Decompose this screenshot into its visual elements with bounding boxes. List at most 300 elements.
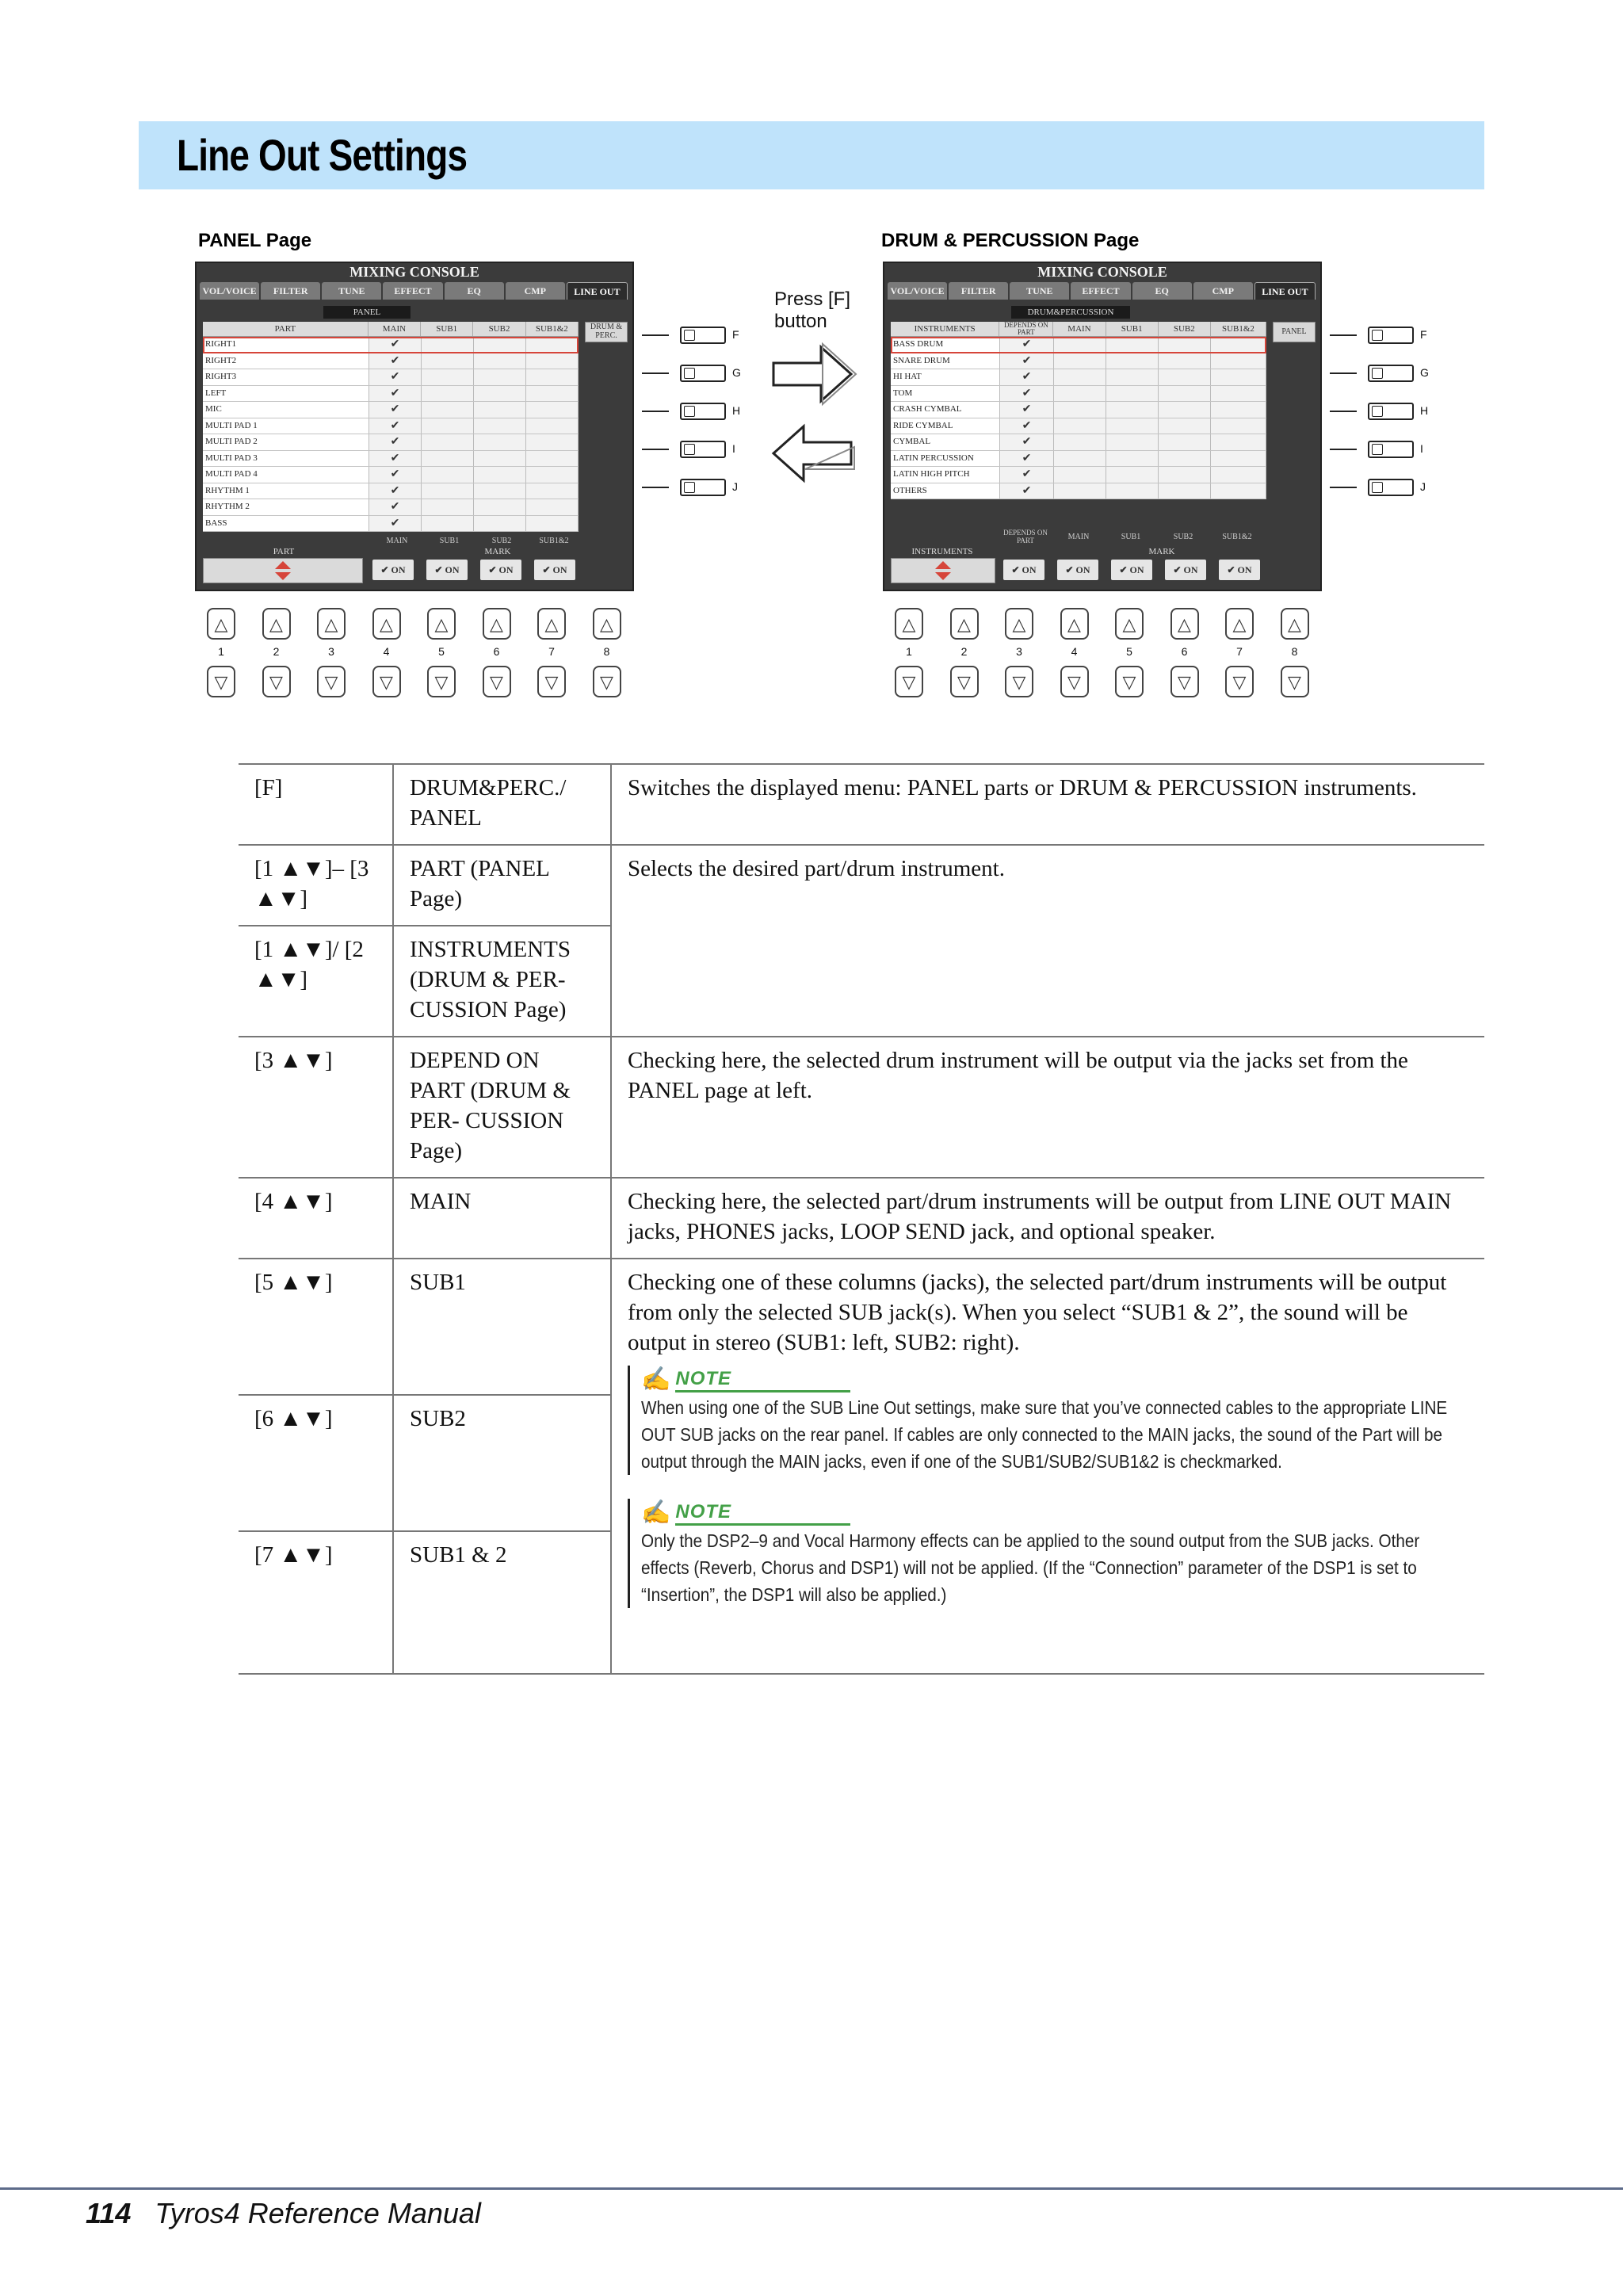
grid-cell	[1054, 434, 1106, 450]
grid-row[interactable]	[203, 483, 579, 500]
grid-row[interactable]	[203, 434, 579, 451]
screen-tabs	[888, 282, 1317, 300]
row-label: RHYTHM 2	[203, 499, 369, 515]
button-number-label: 2	[273, 645, 280, 658]
connector-line	[642, 449, 669, 450]
column-header-sub1: SUB1	[1106, 322, 1159, 336]
side-button-i[interactable]	[680, 441, 726, 458]
grid-cell	[422, 516, 474, 532]
bottom-label: DEPENDS ON PART	[1003, 529, 1048, 544]
row-label: MIC	[203, 402, 369, 418]
grid-cell	[1054, 369, 1106, 385]
panel-page-screen	[195, 262, 634, 591]
grid-cell	[1054, 483, 1106, 499]
side-button-i[interactable]	[1368, 441, 1414, 458]
grid-row[interactable]	[891, 353, 1266, 370]
description-cell: Switches the displayed menu: PANEL parts or DRUM & PERCUSSION instruments.	[611, 764, 1484, 845]
note-title: NOTE	[675, 1368, 850, 1392]
name-cell: SUB2	[393, 1395, 611, 1531]
checkmark-icon: ✔	[369, 353, 422, 369]
grid-cell	[1106, 386, 1159, 402]
table-row	[239, 1259, 1484, 1395]
tab-vol-voice[interactable]: VOL/VOICE	[888, 282, 947, 300]
grid-cell	[1054, 402, 1106, 418]
up-down-arrows-icon	[892, 559, 995, 583]
instruments-selector-label: INSTRUMENTS	[911, 547, 973, 556]
button-5-up[interactable]: △	[427, 608, 456, 640]
grid-cell	[526, 369, 579, 385]
pencil-note-icon: ✍	[641, 1499, 671, 1526]
row-label: MULTI PAD 3	[203, 451, 369, 467]
button-8-down[interactable]: ▽	[593, 666, 621, 697]
screen-title: MIXING CONSOLE	[349, 264, 479, 280]
panel-switch-button[interactable]: PANEL	[1273, 322, 1316, 342]
tab-tune[interactable]: TUNE	[1010, 282, 1069, 300]
button-2-down[interactable]: ▽	[950, 666, 979, 697]
button-8-up[interactable]: △	[1281, 608, 1309, 640]
grid-row[interactable]	[891, 337, 1266, 353]
row-label: BASS DRUM	[891, 337, 1000, 353]
grid-row[interactable]	[203, 402, 579, 418]
grid-cell	[474, 337, 526, 353]
grid-cell	[526, 483, 579, 499]
button-number-label: 3	[328, 645, 334, 658]
row-label: MULTI PAD 1	[203, 418, 369, 434]
button-3-down[interactable]: ▽	[317, 666, 346, 697]
tab-cmp[interactable]: CMP	[1193, 282, 1253, 300]
row-label: LATIN HIGH PITCH	[891, 467, 1000, 483]
bottom-label: SUB2	[491, 537, 512, 545]
row-label: TOM	[891, 386, 1000, 402]
grid-cell	[1211, 369, 1266, 385]
grid-row[interactable]	[891, 386, 1266, 403]
button-cell: [5 ▲▼]	[239, 1259, 393, 1395]
section-title: Line Out Settings	[177, 130, 468, 180]
note-header	[641, 1499, 1468, 1527]
button-number-label: 3	[1016, 645, 1022, 658]
grid-row[interactable]	[891, 467, 1266, 483]
grid-cell	[1159, 402, 1211, 418]
part-grid	[203, 337, 579, 532]
row-label: LATIN PERCUSSION	[891, 451, 1000, 467]
grid-row[interactable]	[203, 467, 579, 483]
button-cell: [3 ▲▼]	[239, 1037, 393, 1178]
side-button-j[interactable]	[1368, 479, 1414, 496]
left-arrow-icon	[766, 420, 857, 487]
side-button-label: H	[1420, 404, 1429, 417]
grid-row[interactable]	[203, 516, 579, 533]
depends-on-part-on-button[interactable]: ✔ ON	[1003, 560, 1044, 580]
button-4-down[interactable]: ▽	[1060, 666, 1089, 697]
sub2-on-button[interactable]: ✔ ON	[1165, 560, 1206, 580]
grid-cell	[474, 353, 526, 369]
button-7-up[interactable]: △	[1225, 608, 1254, 640]
grid-cell	[1054, 337, 1106, 353]
grid-cell	[1211, 451, 1266, 467]
side-button-h[interactable]	[680, 403, 726, 420]
grid-cell	[1211, 337, 1266, 353]
button-2-down[interactable]: ▽	[262, 666, 291, 697]
button-3-up[interactable]: △	[1005, 608, 1033, 640]
row-label: OTHERS	[891, 483, 1000, 499]
checkmark-icon: ✔	[369, 418, 422, 434]
checkmark-icon: ✔	[1000, 402, 1054, 418]
up-down-arrows-icon	[204, 559, 362, 583]
sub1-2-on-button[interactable]: ✔ ON	[1219, 560, 1260, 580]
checkmark-icon: ✔	[1000, 434, 1054, 450]
button-number-label: 1	[218, 645, 224, 658]
grid-cell	[1106, 402, 1159, 418]
side-button-label: I	[732, 442, 735, 455]
grid-cell	[1106, 418, 1159, 434]
footer-rule	[0, 2187, 1623, 2190]
row-label: SNARE DRUM	[891, 353, 1000, 369]
sub1-on-button[interactable]: ✔ ON	[1111, 560, 1152, 580]
button-1-up[interactable]: △	[895, 608, 923, 640]
button-number-label: 2	[960, 645, 968, 658]
side-button-label: G	[732, 366, 741, 379]
grid-cell	[1054, 451, 1106, 467]
grid-cell	[1211, 418, 1266, 434]
checkmark-icon: ✔	[369, 467, 422, 483]
grid-cell	[1211, 483, 1266, 499]
button-6-up[interactable]: △	[483, 608, 511, 640]
parameter-table	[239, 763, 1484, 1675]
table-row	[239, 1037, 1484, 1178]
tab-tune[interactable]: TUNE	[322, 282, 381, 300]
checkmark-icon: ✔	[1000, 467, 1054, 483]
button-number-label: 5	[1126, 645, 1132, 658]
grid-row[interactable]	[203, 353, 579, 370]
button-3-down[interactable]: ▽	[1005, 666, 1033, 697]
description-cell: Checking here, the selected part/drum instruments will be output from LINE OUT MAIN jacks, PHONES jacks, LOOP SEND jack, and optional speaker.	[611, 1178, 1484, 1259]
checkmark-icon: ✔	[1000, 369, 1054, 385]
button-6-down[interactable]: ▽	[1170, 666, 1199, 697]
button-4-up[interactable]: △	[1060, 608, 1089, 640]
grid-row[interactable]	[203, 386, 579, 403]
grid-row[interactable]	[891, 418, 1266, 435]
button-7-down[interactable]: ▽	[1225, 666, 1254, 697]
sub2-on-button[interactable]: ✔ ON	[480, 560, 521, 580]
grid-cell	[422, 434, 474, 450]
grid-cell	[422, 483, 474, 499]
column-header-depends-on-part: DEPENDS ON PART	[999, 322, 1053, 336]
name-cell: DEPEND ON PART (DRUM & PER- CUSSION Page)	[393, 1037, 611, 1178]
row-label: RIGHT3	[203, 369, 369, 385]
checkmark-icon: ✔	[369, 499, 422, 515]
note-title: NOTE	[675, 1501, 850, 1526]
column-header-sub1: SUB1	[421, 322, 473, 336]
column-header-main: MAIN	[369, 322, 421, 336]
grid-row[interactable]	[891, 451, 1266, 468]
column-header-main: MAIN	[1053, 322, 1106, 336]
checkmark-icon: ✔	[369, 369, 422, 385]
bottom-column-labels	[999, 529, 1268, 546]
grid-cell	[474, 451, 526, 467]
connector-line	[1330, 487, 1357, 488]
checkmark-icon: ✔	[1000, 353, 1054, 369]
grid-cell	[1159, 353, 1211, 369]
row-label: RHYTHM 1	[203, 483, 369, 499]
grid-cell	[474, 402, 526, 418]
grid-cell	[474, 483, 526, 499]
grid-cell	[526, 516, 579, 532]
side-button-label: J	[732, 480, 738, 493]
button-number-label: 8	[1291, 645, 1298, 658]
screen-tabs	[200, 282, 629, 300]
tab-filter[interactable]: FILTER	[949, 282, 1008, 300]
checkmark-icon: ✔	[369, 483, 422, 499]
grid-cell	[1159, 337, 1211, 353]
row-label: MULTI PAD 4	[203, 467, 369, 483]
grid-cell	[474, 418, 526, 434]
button-cell: [7 ▲▼]	[239, 1531, 393, 1674]
grid-cell	[1211, 434, 1266, 450]
sub-output-description: Checking one of these columns (jacks), the selected part/drum instruments will be output from only the selected SUB jack(s). When you select “SUB1 & 2”, the sound will be output in stereo (SUB1: left, SUB2: right).	[628, 1270, 1447, 1355]
column-header-instruments: INSTRUMENTS	[891, 322, 999, 336]
drum-page-screen	[883, 262, 1322, 591]
note-header	[641, 1366, 1468, 1394]
button-8-up[interactable]: △	[593, 608, 621, 640]
grid-cell	[526, 337, 579, 353]
button-6-up[interactable]: △	[1170, 608, 1199, 640]
grid-cell	[1054, 353, 1106, 369]
grid-cell	[422, 467, 474, 483]
button-number-label: 6	[493, 645, 500, 658]
grid-cell	[422, 369, 474, 385]
row-label: HI HAT	[891, 369, 1000, 385]
grid-row[interactable]	[891, 483, 1266, 500]
connector-line	[642, 372, 669, 374]
button-number-label: 5	[438, 645, 445, 658]
connector-line	[642, 487, 669, 488]
side-button-label: H	[732, 404, 741, 417]
bottom-label: MAIN	[1067, 533, 1090, 541]
checkmark-icon: ✔	[369, 386, 422, 402]
button-1-up[interactable]: △	[207, 608, 235, 640]
grid-cell	[474, 516, 526, 532]
main-on-button[interactable]: ✔ ON	[1057, 560, 1098, 580]
column-header-sub2: SUB2	[1159, 322, 1211, 336]
button-number-label: 4	[383, 645, 390, 658]
row-label: RIGHT2	[203, 353, 369, 369]
button-cell: [F]	[239, 764, 393, 845]
side-button-label: I	[1420, 442, 1423, 455]
tab-eq[interactable]: EQ	[445, 282, 504, 300]
grid-cell	[526, 434, 579, 450]
grid-cell	[474, 386, 526, 402]
grid-cell	[1054, 386, 1106, 402]
grid-cell	[1106, 434, 1159, 450]
connector-line	[642, 411, 669, 412]
bottom-label: SUB1&2	[539, 537, 569, 545]
note-text: Only the DSP2–9 and Vocal Harmony effects can be applied to the sound output from the SUB jacks. Other effects (Reverb, Chorus and DSP1) will not be applied. (If the “Connection” parameter of the DSP1 is set to “Insertion”, the DSP1 will also be applied.)	[641, 1530, 1420, 1605]
button-number-label: 7	[1236, 645, 1243, 658]
row-label: CRASH CYMBAL	[891, 402, 1000, 418]
tab-effect[interactable]: EFFECT	[383, 282, 442, 300]
grid-cell	[1054, 467, 1106, 483]
grid-row[interactable]	[203, 418, 579, 435]
grid-cell	[1159, 418, 1211, 434]
note-box	[628, 1366, 1468, 1475]
grid-cell	[1159, 386, 1211, 402]
grid-header	[891, 322, 1266, 337]
name-cell: DRUM&PERC./ PANEL	[393, 764, 611, 845]
grid-cell	[1159, 467, 1211, 483]
footer	[86, 2197, 481, 2230]
grid-cell	[422, 337, 474, 353]
button-number-label: 7	[548, 645, 555, 658]
side-button-h[interactable]	[1368, 403, 1414, 420]
grid-row[interactable]	[203, 369, 579, 386]
bottom-column-labels	[371, 537, 585, 546]
instrument-selector[interactable]	[891, 558, 995, 583]
main-on-button[interactable]: ✔ ON	[372, 560, 414, 580]
bottom-label: SUB1	[439, 537, 460, 545]
grid-row[interactable]	[203, 451, 579, 468]
press-label-line2: button	[774, 311, 827, 332]
side-button-g[interactable]	[1368, 365, 1414, 382]
button-cell: [1 ▲▼]– [3 ▲▼]	[239, 845, 393, 926]
grid-cell	[526, 402, 579, 418]
button-4-up[interactable]: △	[372, 608, 401, 640]
column-header-sub2: SUB2	[473, 322, 525, 336]
row-label: BASS	[203, 516, 369, 532]
mark-label: MARK	[1148, 547, 1175, 556]
tab-line-out[interactable]: LINE OUT	[1254, 282, 1316, 300]
drum-perc-switch-button[interactable]: DRUM & PERC.	[585, 322, 628, 342]
sub1-on-button[interactable]: ✔ ON	[426, 560, 468, 580]
grid-row[interactable]	[203, 499, 579, 516]
side-button-g[interactable]	[680, 365, 726, 382]
button-2-up[interactable]: △	[262, 608, 291, 640]
name-cell: INSTRUMENTS (DRUM & PER- CUSSION Page)	[393, 926, 611, 1037]
column-header-part: PART	[203, 322, 369, 336]
button-number-label: 1	[906, 645, 912, 658]
grid-cell	[526, 467, 579, 483]
button-7-down[interactable]: ▽	[537, 666, 566, 697]
side-button-j[interactable]	[680, 479, 726, 496]
connector-line	[1330, 411, 1357, 412]
grid-cell	[1106, 451, 1159, 467]
side-button-f[interactable]	[680, 327, 726, 344]
checkmark-icon: ✔	[369, 451, 422, 467]
description-cell: Checking here, the selected drum instrument will be output via the jacks set from the PANEL page at left.	[611, 1037, 1484, 1178]
button-5-down[interactable]: ▽	[427, 666, 456, 697]
note-text: When using one of the SUB Line Out settings, make sure that you’ve connected cables to the appropriate LINE OUT SUB jacks on the rear panel. If cables are only connected to the MAIN jacks, the sound of the Part will be output through the MAIN jacks, even if one of the SUB1/SUB2/SUB1&2 is checkmarked.	[641, 1397, 1448, 1472]
row-label: LEFT	[203, 386, 369, 402]
button-6-down[interactable]: ▽	[483, 666, 511, 697]
connector-line	[1330, 372, 1357, 374]
tab-vol-voice[interactable]: VOL/VOICE	[200, 282, 259, 300]
button-8-down[interactable]: ▽	[1281, 666, 1309, 697]
side-button-label: G	[1420, 366, 1429, 379]
grid-cell	[526, 499, 579, 515]
row-label: RIDE CYMBAL	[891, 418, 1000, 434]
grid-row[interactable]	[891, 434, 1266, 451]
side-button-label: F	[732, 328, 739, 341]
button-4-down[interactable]: ▽	[372, 666, 401, 697]
checkmark-icon: ✔	[1000, 483, 1054, 499]
grid-cell	[422, 386, 474, 402]
checkmark-icon: ✔	[369, 337, 422, 353]
press-f-label	[774, 288, 850, 333]
grid-cell	[474, 369, 526, 385]
grid-cell	[1106, 337, 1159, 353]
button-5-down[interactable]: ▽	[1115, 666, 1144, 697]
grid-cell	[422, 418, 474, 434]
mark-label: MARK	[484, 547, 511, 556]
grid-cell	[1211, 402, 1266, 418]
grid-row[interactable]	[891, 402, 1266, 418]
connector-line	[1330, 449, 1357, 450]
name-cell: PART (PANEL Page)	[393, 845, 611, 926]
side-button-label: F	[1420, 328, 1427, 341]
button-number-label: 8	[603, 645, 610, 658]
side-button-f[interactable]	[1368, 327, 1414, 344]
page-number: 114	[86, 2197, 132, 2229]
button-1-down[interactable]: ▽	[207, 666, 235, 697]
sub1-2-on-button[interactable]: ✔ ON	[534, 560, 575, 580]
name-cell: MAIN	[393, 1178, 611, 1259]
note-box	[628, 1499, 1468, 1608]
panel-sub-header: PANEL	[323, 306, 411, 319]
checkmark-icon: ✔	[369, 402, 422, 418]
grid-cell	[474, 434, 526, 450]
grid-cell	[1159, 483, 1211, 499]
column-header-sub1-2: SUB1&2	[526, 322, 579, 336]
name-cell: SUB1	[393, 1259, 611, 1395]
side-button-label: J	[1420, 480, 1426, 493]
grid-cell	[422, 499, 474, 515]
table-row	[239, 1178, 1484, 1259]
button-2-up[interactable]: △	[950, 608, 979, 640]
grid-cell	[1211, 386, 1266, 402]
grid-cell	[1106, 467, 1159, 483]
bottom-label: MAIN	[386, 537, 408, 545]
table-row	[239, 764, 1484, 845]
tab-eq[interactable]: EQ	[1132, 282, 1192, 300]
tab-effect[interactable]: EFFECT	[1071, 282, 1130, 300]
part-selector-label: PART	[273, 547, 295, 556]
tab-cmp[interactable]: CMP	[506, 282, 565, 300]
drum-page-caption: DRUM & PERCUSSION Page	[881, 230, 1140, 251]
button-1-down[interactable]: ▽	[895, 666, 923, 697]
grid-cell	[1159, 434, 1211, 450]
table-row	[239, 845, 1484, 926]
grid-cell	[1106, 483, 1159, 499]
grid-row[interactable]	[203, 337, 579, 353]
grid-cell	[1106, 369, 1159, 385]
tab-line-out[interactable]: LINE OUT	[567, 282, 628, 300]
tab-filter[interactable]: FILTER	[261, 282, 320, 300]
button-cell: [4 ▲▼]	[239, 1178, 393, 1259]
part-selector[interactable]	[203, 558, 363, 583]
manual-title: Tyros4 Reference Manual	[155, 2197, 481, 2229]
row-label: CYMBAL	[891, 434, 1000, 450]
grid-cell	[526, 451, 579, 467]
button-5-up[interactable]: △	[1115, 608, 1144, 640]
button-7-up[interactable]: △	[537, 608, 566, 640]
grid-cell	[526, 418, 579, 434]
press-label-line1: Press [F]	[774, 288, 851, 310]
grid-row[interactable]	[891, 369, 1266, 386]
button-number-label: 4	[1071, 645, 1078, 658]
grid-cell	[422, 451, 474, 467]
section-heading-band	[139, 121, 1484, 189]
grid-cell	[422, 353, 474, 369]
button-3-up[interactable]: △	[317, 608, 346, 640]
